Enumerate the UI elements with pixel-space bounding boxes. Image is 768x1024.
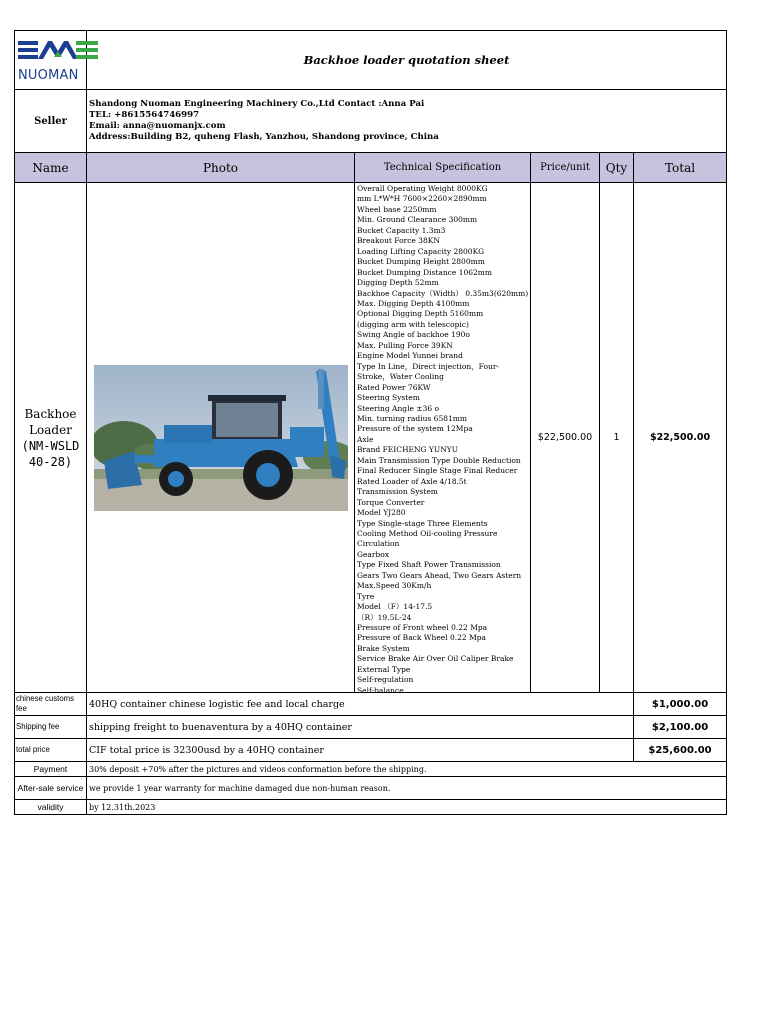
term-text-after-sale: we provide 1 year warranty for machine damaged due non-human reason. xyxy=(87,777,727,800)
spec-line: Overall Operating Weight 8000KG xyxy=(357,184,488,193)
spec-line: Gears Two Gears Ahead, Two Gears Astern xyxy=(357,570,522,580)
spec-line: Engine Model Yunnei brand xyxy=(357,351,463,361)
spec-line: Brake System xyxy=(357,643,410,653)
product-name xyxy=(15,183,87,693)
product-qty: 1 xyxy=(600,183,634,693)
seller-email-line: Email: anna@nuomanjx.com xyxy=(89,121,226,131)
spec-line: Cooling Method Oil-cooling Pressure xyxy=(357,528,498,538)
backhoe-loader-photo xyxy=(94,365,348,511)
spec-line: Min. Ground Clearance 300mm xyxy=(357,215,478,225)
product-name-line: 40-28) xyxy=(28,454,73,469)
spec-line: Max. Digging Depth 4100mm xyxy=(357,298,470,308)
product-name-line: Loader xyxy=(29,422,72,437)
product-name-line: (NM-WSLD xyxy=(21,438,80,453)
spec-line: Torque Converter xyxy=(357,497,425,507)
fee-amount-total: $25,600.00 xyxy=(634,739,727,762)
spec-line: Type Fixed Shaft Power Transmission xyxy=(357,560,501,570)
spec-line: Pressure of Front wheel 0.22 Mpa xyxy=(357,623,488,633)
spec-line: （R）19.5L-24 xyxy=(357,612,412,622)
spec-line: Self-balance xyxy=(357,685,404,692)
col-header-total: Total xyxy=(634,153,727,183)
col-header-spec: Technical Specification xyxy=(355,153,531,183)
term-text-payment: 30% deposit +70% after the pictures and videos conformation before the shipping. xyxy=(87,762,727,777)
fee-label-total: total price xyxy=(15,739,87,762)
spec-line: Steering System xyxy=(357,393,420,403)
spec-line: Transmission System xyxy=(357,487,438,497)
nuoman-logo-mark xyxy=(18,37,98,67)
col-header-name: Name xyxy=(15,153,87,183)
product-name-line: Backhoe xyxy=(24,406,77,421)
spec-line: Gearbox xyxy=(357,549,390,559)
fee-desc-total: CIF total price is 32300usd by a 40HQ container xyxy=(87,739,634,762)
spec-line: Breakout Force 38KN xyxy=(357,236,440,246)
spec-line: Digging Depth 52mm xyxy=(357,278,439,288)
spec-line: Pressure of the system 12Mpa xyxy=(357,424,473,434)
fee-desc-customs: 40HQ container chinese logistic fee and local charge xyxy=(87,693,634,716)
spec-line: Stroke，Water Cooling xyxy=(357,372,444,382)
spec-line: Min. turning radius 6581mm xyxy=(357,413,467,423)
spec-line: mm L*W*H 7600×2260×2890mm xyxy=(357,194,487,204)
col-header-qty: Qty xyxy=(600,153,634,183)
logo-cell xyxy=(15,31,87,90)
spec-line: Type In Line，Direct injection，Four- xyxy=(357,361,499,371)
spec-line: Loading Lifting Capacity 2800KG xyxy=(357,246,485,256)
term-label-after-sale: After-sale service xyxy=(15,777,87,800)
col-header-photo: Photo xyxy=(87,153,355,183)
product-total: $22,500.00 xyxy=(634,183,727,693)
seller-info xyxy=(87,90,727,153)
spec-line: Backhoe Capacity（Width） 0.35m3(620mm) xyxy=(357,288,529,298)
fee-label-shipping: Shipping fee xyxy=(15,716,87,739)
spec-line: Main Transmission Type Double Reduction xyxy=(357,455,521,465)
spec-line: Swing Angle of backhoe 190o xyxy=(357,330,470,340)
spec-line: (digging arm with telescopic) xyxy=(357,319,469,329)
spec-line: Optional Digging Depth 5160mm xyxy=(357,309,484,319)
spec-line: Bucket Dumping Height 2800mm xyxy=(357,257,485,267)
col-header-price: Price/unit xyxy=(531,153,600,183)
seller-company-line: Shandong Nuoman Engineering Machinery Co.,Ltd Contact :Anna Pai xyxy=(89,99,425,109)
spec-line: Model （F）14-17.5 xyxy=(357,602,433,612)
spec-line: Axle xyxy=(357,434,374,444)
spec-line: Steering Angle ±36 o xyxy=(357,403,440,413)
spec-line: Bucket Dumping Distance 1062mm xyxy=(357,267,493,277)
seller-label: Seller xyxy=(15,90,87,153)
nuoman-logo xyxy=(18,37,98,83)
fee-desc-shipping: shipping freight to buenaventura by a 40HQ container xyxy=(87,716,634,739)
spec-list xyxy=(355,183,530,692)
spec-line: Service Brake Air Over Oil Caliper Brake xyxy=(357,654,514,664)
spec-line: Wheel base 2250mm xyxy=(357,204,437,214)
product-price: $22,500.00 xyxy=(531,183,600,693)
spec-line: Tyre xyxy=(357,591,375,601)
seller-tel-line: TEL: +8615564746997 xyxy=(89,110,200,120)
spec-line: Brand FEICHENG YUNYU xyxy=(357,445,459,455)
spec-line: Max. Pulling Force 39KN xyxy=(357,340,453,350)
spec-line: Self-regulation xyxy=(357,675,414,685)
sheet-title: Backhoe loader quotation sheet xyxy=(87,31,727,90)
seller-address-line: Address:Building B2, quheng Flash, Yanzhou, Shandong province, China xyxy=(89,132,439,142)
product-photo-cell xyxy=(87,183,355,693)
spec-line: Pressure of Back Wheel 0.22 Mpa xyxy=(357,633,487,643)
spec-line: Model YJ280 xyxy=(357,508,406,518)
product-spec-cell xyxy=(355,183,531,693)
spec-line: Circulation xyxy=(357,539,400,549)
fee-label-customs: chinese customs fee xyxy=(15,693,87,716)
fee-amount-customs: $1,000.00 xyxy=(634,693,727,716)
spec-line: Type Single-stage Three Elements xyxy=(357,518,488,528)
term-label-validity: validity xyxy=(15,800,87,815)
spec-line: Rated Loader of Axle 4/18.5t xyxy=(357,476,467,486)
spec-line: Rated Power 76KW xyxy=(357,382,431,392)
spec-line: Max.Speed 30Km/h xyxy=(357,581,432,591)
spec-line: External Type xyxy=(357,664,411,674)
logo-brand-text: NUOMAN xyxy=(18,68,79,83)
term-text-validity: by 12.31th.2023 xyxy=(87,800,727,815)
fee-amount-shipping: $2,100.00 xyxy=(634,716,727,739)
term-label-payment: Payment xyxy=(15,762,87,777)
spec-line: Final Reducer Single Stage Final Reducer xyxy=(357,466,518,476)
spec-line: Bucket Capacity 1.3m3 xyxy=(357,225,446,235)
